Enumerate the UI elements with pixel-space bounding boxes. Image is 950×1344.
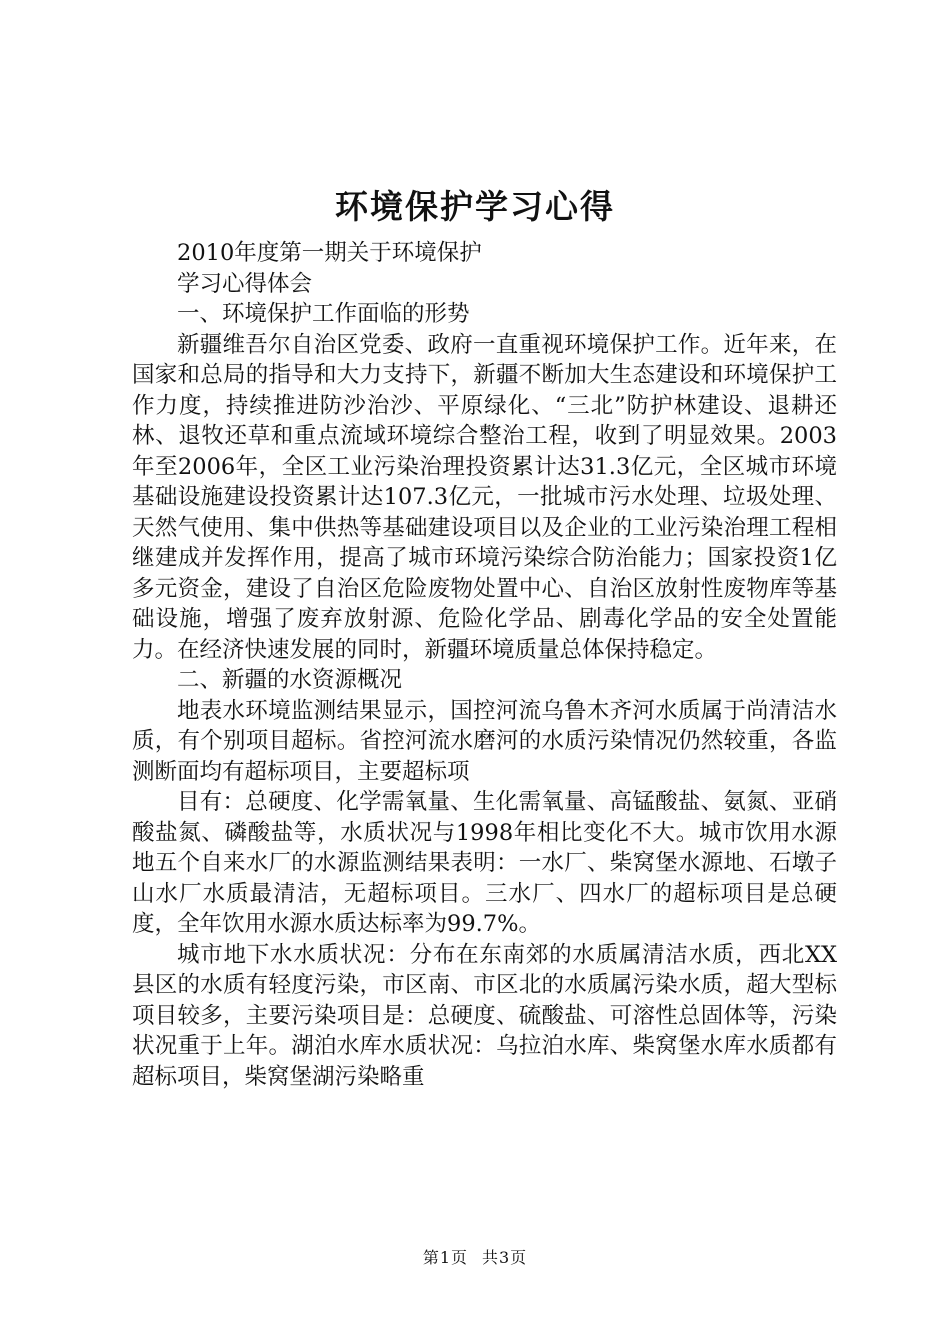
subtitle-line-2: 学习心得体会	[177, 270, 313, 297]
paragraph: 新疆维吾尔自治区党委、政府一直重视环境保护工作。近年来，在国家和总局的指导和大力支持下，新疆不断加大生态建设和环境保护工作力度，持续推进防沙治沙、平原绿化、“三北”防护林建设、退耕还林、退牧还草和重点流域环境综合整治工程，收到了明显效果。2003年至2006年，全区工业污染治理投资累计达31.3亿元，全区城市环境基础设施建设投资累计达107.3亿元，一批城市污水处理、垃圾处理、天然气使用、集中供热等基础建设项目以及企业的工业污染治理工程相继建成并发挥作用，提高了城市环境污染综合防治能力；国家投资1亿多元资金，建设了自治区危险废物处置中心、自治区放射性废物库等基础设施，增强了废弃放射源、危险化学品、剧毒化学品的安全处置能力。在经济快速发展的同时，新疆环境质量总体保持稳定。	[132, 331, 837, 663]
paragraph: 目有：总硬度、化学需氧量、生化需氧量、高锰酸盐、氨氮、亚硝酸盐氮、磷酸盐等，水质状况与1998年相比变化不大。城市饮用水源地五个自来水厂的水源监测结果表明：一水厂、柴窝堡水源地、石墩子山水厂水质最清洁，无超标项目。三水厂、四水厂的超标项目是总硬度，全年饮用水源水质达标率为99.7%。	[132, 789, 837, 937]
section-heading-2: 二、新疆的水资源概况	[177, 667, 403, 693]
subtitle-line-1: 2010年度第一期关于环境保护	[177, 240, 482, 266]
paragraph: 城市地下水水质状况：分布在东南郊的水质属清洁水质，西北XX县区的水质有轻度污染，市区南、市区北的水质属污染水质，超大型标项目较多，主要污染项目是：总硬度、硫酸盐、可溶性总固体等，污染状况重于上年。湖泊水库水质状况：乌拉泊水库、柴窝堡水库水质都有超标项目，柴窝堡湖污染略重	[132, 941, 837, 1090]
page-number: 第1页	[422, 1248, 468, 1267]
document-body	[132, 238, 837, 1092]
section-heading-1: 一、环境保护工作面临的形势	[177, 301, 470, 327]
document-title: 环境保护学习心得	[335, 187, 615, 226]
page-count: 共3页	[482, 1248, 528, 1267]
paragraph: 地表水环境监测结果显示，国控河流乌鲁木齐河水质属于尚清洁水质，有个别项目超标。省控河流水磨河的水质污染情况仍然较重，各监测断面均有超标项目，主要超标项	[132, 697, 837, 785]
page-footer	[0, 1247, 950, 1269]
